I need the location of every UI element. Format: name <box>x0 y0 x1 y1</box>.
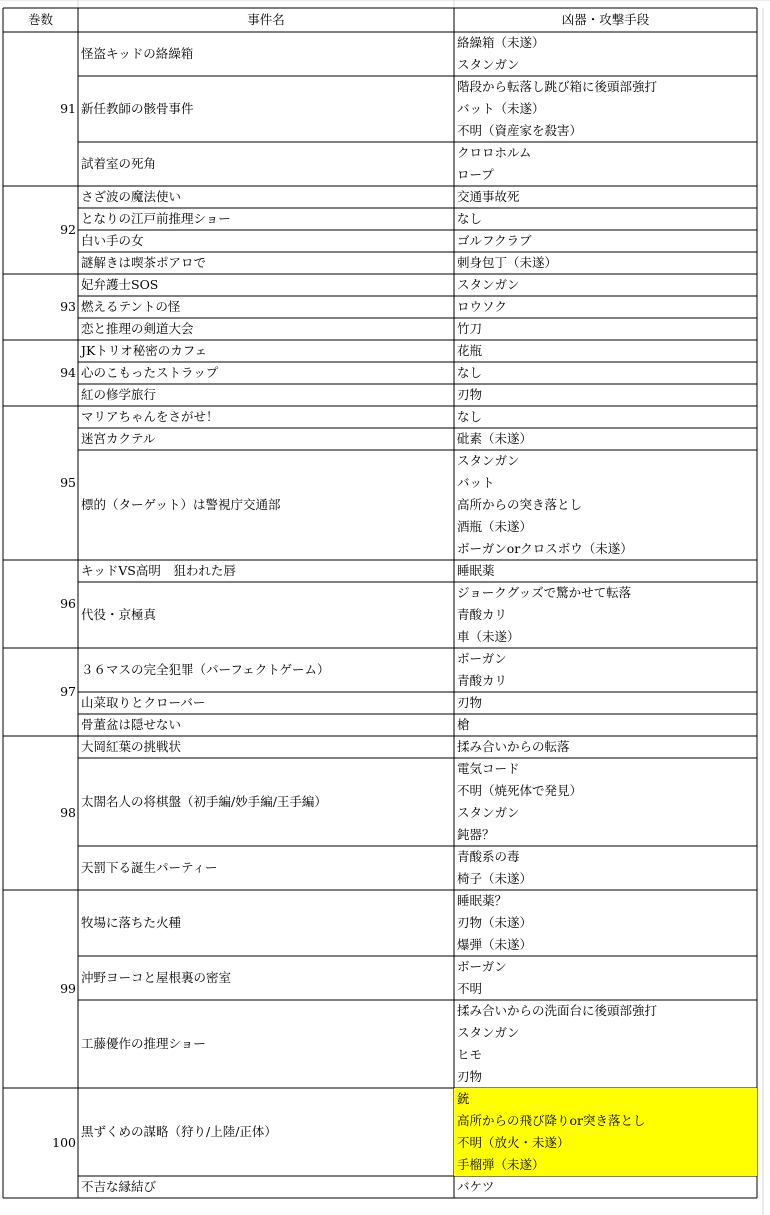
weapon-line: 絡繰箱（未遂） <box>457 35 545 50</box>
case-name: 標的（ターゲット）は警視庁交通部 <box>81 497 281 512</box>
case-name: 沖野ヨーコと屋根裏の密室 <box>81 970 232 985</box>
header-volume: 巻数 <box>27 12 53 27</box>
weapon-line: なし <box>457 365 483 380</box>
case-name: 白い手の女 <box>81 233 144 248</box>
weapon-line: クロロホルム <box>457 145 532 160</box>
case-name: 大岡紅葉の挑戦状 <box>81 739 182 754</box>
case-name: 太閤名人の将棋盤（初手編/妙手編/王手編） <box>81 794 327 809</box>
case-name: 黒ずくめの謀略（狩り/上陸/正体） <box>81 1124 277 1139</box>
weapon-line: スタンガン <box>457 805 520 820</box>
weapon-line: 鈍器？ <box>457 827 495 842</box>
weapon-line: 刺身包丁（未遂） <box>457 255 558 270</box>
weapon-line: 階段から転落し跳び箱に後頭部強打 <box>457 79 658 94</box>
volume-number: 96 <box>60 596 76 611</box>
volume-number: 95 <box>60 475 76 490</box>
weapon-line: ジョークグッズで驚かせて転落 <box>457 585 632 600</box>
case-name: 迷宮カクテル <box>81 431 156 446</box>
weapon-line: スタンガン <box>457 1025 520 1040</box>
weapon-line: 不明 <box>457 981 483 996</box>
case-name: 燃えるテントの怪 <box>81 299 181 314</box>
case-name: となりの江戸前推理ショー <box>81 211 231 226</box>
case-name: 天罰下る誕生パーティー <box>81 860 218 875</box>
volume-number: 100 <box>52 1135 76 1150</box>
case-name: JKトリオ秘密のカフェ <box>81 343 208 358</box>
case-name: 不吉な縁結び <box>81 1179 157 1194</box>
weapon-line: 揉み合いからの転落 <box>457 739 570 754</box>
volume-number: 98 <box>60 805 76 820</box>
case-name: 代役・京極真 <box>81 607 157 622</box>
weapon-line: 青酸カリ <box>457 673 508 688</box>
weapon-line: バケツ <box>457 1179 495 1194</box>
weapon-line: バット <box>457 475 495 490</box>
weapon-line: ヒモ <box>457 1047 483 1062</box>
weapon-line: スタンガン <box>457 453 520 468</box>
header-weapon: 凶器・攻撃手段 <box>561 12 650 27</box>
weapon-line: ボーガン <box>457 651 507 666</box>
weapon-line: 爆弾（未遂） <box>457 937 533 952</box>
volume-number: 92 <box>60 222 76 237</box>
weapon-line: 睡眠薬？ <box>457 893 508 908</box>
weapon-line: 高所からの突き落とし <box>457 497 583 512</box>
weapon-line: 刃物（未遂） <box>457 915 533 930</box>
weapon-line: 酒瓶（未遂） <box>457 519 533 534</box>
case-name: キッドVS高明 狙われた唇 <box>81 563 236 578</box>
case-name: 骨董盆は隠せない <box>81 717 182 732</box>
case-name: 試着室の死角 <box>81 156 157 171</box>
weapon-line: 手榴弾（未遂） <box>454 1154 757 1176</box>
weapon-line: 睡眠薬 <box>457 563 495 578</box>
volume-number: 99 <box>60 981 76 996</box>
volume-number: 93 <box>60 299 76 314</box>
volume-number: 94 <box>60 365 76 380</box>
weapon-line: 不明（資産家を殺害） <box>457 123 583 138</box>
weapon-line: ロウソク <box>457 299 507 314</box>
weapon-line: 銃 <box>454 1088 757 1110</box>
weapon-line: 砒素（未遂） <box>457 431 533 446</box>
weapon-line: 刃物 <box>457 695 483 710</box>
weapon-line: ボーガン <box>457 959 507 974</box>
case-name: 山菜取りとクローバー <box>81 695 206 710</box>
weapon-line: 不明（焼死体で発見） <box>457 783 583 798</box>
weapon-line: 青酸カリ <box>457 607 508 622</box>
weapon-line: スタンガン <box>457 277 520 292</box>
weapon-line: 車（未遂） <box>457 629 520 644</box>
weapon-line: 椅子（未遂） <box>457 871 533 886</box>
case-name: 工藤優作の推理ショー <box>81 1036 206 1051</box>
case-name: 謎解きは喫茶ポアロで <box>81 255 207 270</box>
weapon-line: ゴルフクラブ <box>457 233 532 248</box>
case-name: 怪盗キッドの絡繰箱 <box>81 46 194 61</box>
weapon-line: 槍 <box>457 717 470 732</box>
weapon-line: 高所からの飛び降りor突き落とし <box>454 1110 757 1132</box>
volume-number: 97 <box>60 684 76 699</box>
weapon-line: なし <box>457 211 483 226</box>
case-name: 紅の修学旅行 <box>81 387 157 402</box>
weapon-line: 刃物 <box>457 387 483 402</box>
weapon-line: バット（未遂） <box>457 101 545 116</box>
case-name: さざ波の魔法使い <box>81 189 182 204</box>
weapon-line: 揉み合いからの洗面台に後頭部強打 <box>457 1003 658 1018</box>
weapon-line: 電気コード <box>457 761 520 776</box>
weapon-line: 不明（放火・未遂） <box>454 1132 757 1154</box>
weapon-line: 刃物 <box>457 1069 483 1084</box>
volume-number: 91 <box>60 101 76 116</box>
case-name: 新任教師の骸骨事件 <box>81 101 194 116</box>
case-name: ３６マスの完全犯罪（パーフェクトゲーム） <box>81 662 330 677</box>
case-name: 妃弁護士SOS <box>81 277 159 292</box>
weapon-line: スタンガン <box>457 57 520 72</box>
weapon-line: 交通事故死 <box>457 189 520 204</box>
case-name: 心のこもったストラップ <box>81 365 219 380</box>
weapon-line: 花瓶 <box>457 343 483 358</box>
weapon-line: なし <box>457 409 483 424</box>
weapon-line: ロープ <box>457 167 494 182</box>
header-case-name: 事件名 <box>247 12 285 27</box>
weapon-line: ボーガンorクロスボウ（未遂） <box>457 541 633 556</box>
weapon-line: 竹刀 <box>457 321 483 336</box>
case-name: マリアちゃんをさがせ！ <box>81 409 219 424</box>
case-name: 牧場に落ちた火種 <box>81 915 182 930</box>
case-name: 恋と推理の剣道大会 <box>81 321 194 336</box>
weapon-line: 青酸系の毒 <box>457 849 520 864</box>
